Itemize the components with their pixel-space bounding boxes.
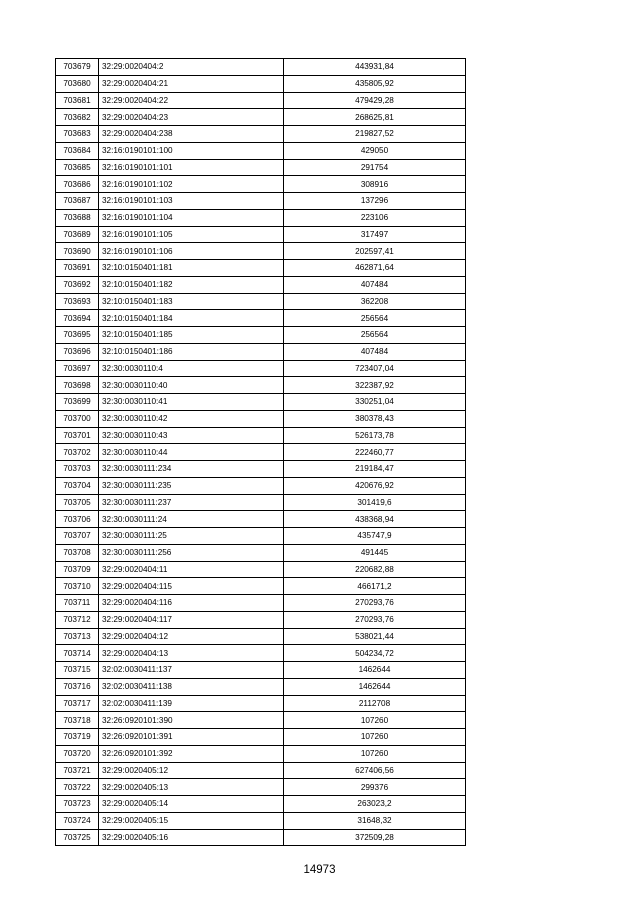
value-cell: 466171,2 bbox=[284, 578, 466, 595]
row-id-cell: 703693 bbox=[56, 293, 99, 310]
value-cell: 270293,76 bbox=[284, 595, 466, 612]
cadastral-number-cell: 32:02:0030411:138 bbox=[99, 678, 284, 695]
cadastral-number-cell: 32:30:0030110:41 bbox=[99, 394, 284, 411]
cadastral-number-cell: 32:16:0190101:105 bbox=[99, 226, 284, 243]
value-cell: 263023,2 bbox=[284, 796, 466, 813]
value-cell: 219827,52 bbox=[284, 126, 466, 143]
cadastral-number-cell: 32:29:0020404:13 bbox=[99, 645, 284, 662]
cadastral-number-cell: 32:29:0020404:11 bbox=[99, 561, 284, 578]
table-row bbox=[56, 276, 466, 293]
value-cell: 308916 bbox=[284, 176, 466, 193]
cadastral-number-cell: 32:30:0030110:4 bbox=[99, 360, 284, 377]
table-row bbox=[56, 662, 466, 679]
table-row bbox=[56, 260, 466, 277]
value-cell: 627406,56 bbox=[284, 762, 466, 779]
row-id-cell: 703715 bbox=[56, 662, 99, 679]
table-row bbox=[56, 712, 466, 729]
table-row bbox=[56, 159, 466, 176]
cadastral-number-cell: 32:16:0190101:104 bbox=[99, 209, 284, 226]
row-id-cell: 703706 bbox=[56, 511, 99, 528]
row-id-cell: 703694 bbox=[56, 310, 99, 327]
cadastral-number-cell: 32:30:0030110:44 bbox=[99, 444, 284, 461]
value-cell: 202597,41 bbox=[284, 243, 466, 260]
row-id-cell: 703716 bbox=[56, 678, 99, 695]
cadastral-number-cell: 32:29:0020404:12 bbox=[99, 628, 284, 645]
row-id-cell: 703711 bbox=[56, 595, 99, 612]
value-cell: 1462644 bbox=[284, 678, 466, 695]
table-row bbox=[56, 427, 466, 444]
table-row bbox=[56, 578, 466, 595]
value-cell: 317497 bbox=[284, 226, 466, 243]
row-id-cell: 703686 bbox=[56, 176, 99, 193]
table-row bbox=[56, 645, 466, 662]
cadastral-number-cell: 32:30:0030111:25 bbox=[99, 528, 284, 545]
row-id-cell: 703689 bbox=[56, 226, 99, 243]
table-row bbox=[56, 561, 466, 578]
row-id-cell: 703696 bbox=[56, 343, 99, 360]
cadastral-number-cell: 32:29:0020405:14 bbox=[99, 796, 284, 813]
row-id-cell: 703720 bbox=[56, 745, 99, 762]
cadastral-number-cell: 32:29:0020404:238 bbox=[99, 126, 284, 143]
row-id-cell: 703683 bbox=[56, 126, 99, 143]
row-id-cell: 703718 bbox=[56, 712, 99, 729]
cadastral-number-cell: 32:30:0030110:43 bbox=[99, 427, 284, 444]
cadastral-number-cell: 32:30:0030110:40 bbox=[99, 377, 284, 394]
table-row bbox=[56, 829, 466, 846]
value-cell: 479429,28 bbox=[284, 92, 466, 109]
table-row bbox=[56, 343, 466, 360]
table-row bbox=[56, 243, 466, 260]
table-row bbox=[56, 92, 466, 109]
value-cell: 223106 bbox=[284, 209, 466, 226]
row-id-cell: 703691 bbox=[56, 260, 99, 277]
row-id-cell: 703712 bbox=[56, 611, 99, 628]
table-row bbox=[56, 209, 466, 226]
value-cell: 301419,6 bbox=[284, 494, 466, 511]
table-row bbox=[56, 293, 466, 310]
table-row bbox=[56, 628, 466, 645]
value-cell: 407484 bbox=[284, 276, 466, 293]
table-row bbox=[56, 410, 466, 427]
row-id-cell: 703688 bbox=[56, 209, 99, 226]
cadastral-number-cell: 32:30:0030110:42 bbox=[99, 410, 284, 427]
value-cell: 420676,92 bbox=[284, 477, 466, 494]
table-row bbox=[56, 745, 466, 762]
cadastral-number-cell: 32:29:0020405:16 bbox=[99, 829, 284, 846]
row-id-cell: 703719 bbox=[56, 729, 99, 746]
row-id-cell: 703704 bbox=[56, 477, 99, 494]
value-cell: 435747,9 bbox=[284, 528, 466, 545]
table-row bbox=[56, 477, 466, 494]
row-id-cell: 703679 bbox=[56, 59, 99, 76]
value-cell: 435805,92 bbox=[284, 75, 466, 92]
table-row bbox=[56, 59, 466, 76]
value-cell: 299376 bbox=[284, 779, 466, 796]
value-cell: 538021,44 bbox=[284, 628, 466, 645]
value-cell: 107260 bbox=[284, 745, 466, 762]
cadastral-number-cell: 32:16:0190101:100 bbox=[99, 142, 284, 159]
cadastral-number-cell: 32:26:0920101:391 bbox=[99, 729, 284, 746]
value-cell: 380378,43 bbox=[284, 410, 466, 427]
value-cell: 107260 bbox=[284, 712, 466, 729]
table-row bbox=[56, 779, 466, 796]
row-id-cell: 703700 bbox=[56, 410, 99, 427]
table-row bbox=[56, 461, 466, 478]
cadastral-number-cell: 32:29:0020404:22 bbox=[99, 92, 284, 109]
value-cell: 31648,32 bbox=[284, 812, 466, 829]
table-row bbox=[56, 528, 466, 545]
value-cell: 137296 bbox=[284, 193, 466, 210]
cadastral-number-cell: 32:30:0030111:237 bbox=[99, 494, 284, 511]
row-id-cell: 703685 bbox=[56, 159, 99, 176]
cadastral-number-cell: 32:29:0020404:2 bbox=[99, 59, 284, 76]
value-cell: 407484 bbox=[284, 343, 466, 360]
row-id-cell: 703723 bbox=[56, 796, 99, 813]
cadastral-number-cell: 32:16:0190101:106 bbox=[99, 243, 284, 260]
row-id-cell: 703703 bbox=[56, 461, 99, 478]
row-id-cell: 703717 bbox=[56, 695, 99, 712]
table-row bbox=[56, 494, 466, 511]
cadastral-value-table bbox=[55, 58, 466, 846]
table-row bbox=[56, 126, 466, 143]
cadastral-number-cell: 32:30:0030111:256 bbox=[99, 544, 284, 561]
cadastral-number-cell: 32:26:0920101:390 bbox=[99, 712, 284, 729]
row-id-cell: 703725 bbox=[56, 829, 99, 846]
value-cell: 270293,76 bbox=[284, 611, 466, 628]
table-row bbox=[56, 377, 466, 394]
value-cell: 723407,04 bbox=[284, 360, 466, 377]
table-row bbox=[56, 544, 466, 561]
row-id-cell: 703714 bbox=[56, 645, 99, 662]
value-cell: 107260 bbox=[284, 729, 466, 746]
cadastral-number-cell: 32:29:0020404:21 bbox=[99, 75, 284, 92]
table-body bbox=[56, 59, 466, 846]
value-cell: 429050 bbox=[284, 142, 466, 159]
table-row bbox=[56, 729, 466, 746]
row-id-cell: 703710 bbox=[56, 578, 99, 595]
cadastral-number-cell: 32:10:0150401:182 bbox=[99, 276, 284, 293]
cadastral-number-cell: 32:29:0020405:12 bbox=[99, 762, 284, 779]
cadastral-number-cell: 32:30:0030111:235 bbox=[99, 477, 284, 494]
row-id-cell: 703681 bbox=[56, 92, 99, 109]
table-row bbox=[56, 360, 466, 377]
cadastral-number-cell: 32:29:0020404:115 bbox=[99, 578, 284, 595]
value-cell: 443931,84 bbox=[284, 59, 466, 76]
cadastral-number-cell: 32:30:0030111:234 bbox=[99, 461, 284, 478]
table-row bbox=[56, 444, 466, 461]
table-row bbox=[56, 678, 466, 695]
value-cell: 219184,47 bbox=[284, 461, 466, 478]
table-row bbox=[56, 511, 466, 528]
table-row bbox=[56, 394, 466, 411]
row-id-cell: 703707 bbox=[56, 528, 99, 545]
value-cell: 330251,04 bbox=[284, 394, 466, 411]
table-row bbox=[56, 75, 466, 92]
value-cell: 438368,94 bbox=[284, 511, 466, 528]
cadastral-number-cell: 32:26:0920101:392 bbox=[99, 745, 284, 762]
row-id-cell: 703699 bbox=[56, 394, 99, 411]
row-id-cell: 703697 bbox=[56, 360, 99, 377]
row-id-cell: 703721 bbox=[56, 762, 99, 779]
row-id-cell: 703709 bbox=[56, 561, 99, 578]
table-row bbox=[56, 812, 466, 829]
table-row bbox=[56, 142, 466, 159]
cadastral-number-cell: 32:02:0030411:137 bbox=[99, 662, 284, 679]
table-row bbox=[56, 176, 466, 193]
value-cell: 322387,92 bbox=[284, 377, 466, 394]
value-cell: 256564 bbox=[284, 327, 466, 344]
row-id-cell: 703701 bbox=[56, 427, 99, 444]
table-row bbox=[56, 796, 466, 813]
cadastral-number-cell: 32:10:0150401:186 bbox=[99, 343, 284, 360]
value-cell: 504234,72 bbox=[284, 645, 466, 662]
row-id-cell: 703680 bbox=[56, 75, 99, 92]
row-id-cell: 703722 bbox=[56, 779, 99, 796]
table-row bbox=[56, 595, 466, 612]
row-id-cell: 703684 bbox=[56, 142, 99, 159]
value-cell: 1462644 bbox=[284, 662, 466, 679]
table-row bbox=[56, 310, 466, 327]
table-row bbox=[56, 193, 466, 210]
value-cell: 372509,28 bbox=[284, 829, 466, 846]
row-id-cell: 703682 bbox=[56, 109, 99, 126]
cadastral-number-cell: 32:02:0030411:139 bbox=[99, 695, 284, 712]
row-id-cell: 703692 bbox=[56, 276, 99, 293]
cadastral-number-cell: 32:30:0030111:24 bbox=[99, 511, 284, 528]
table-row bbox=[56, 226, 466, 243]
row-id-cell: 703708 bbox=[56, 544, 99, 561]
value-cell: 491445 bbox=[284, 544, 466, 561]
table-row bbox=[56, 109, 466, 126]
cadastral-number-cell: 32:10:0150401:183 bbox=[99, 293, 284, 310]
row-id-cell: 703695 bbox=[56, 327, 99, 344]
cadastral-number-cell: 32:16:0190101:103 bbox=[99, 193, 284, 210]
cadastral-number-cell: 32:29:0020405:13 bbox=[99, 779, 284, 796]
cadastral-number-cell: 32:10:0150401:184 bbox=[99, 310, 284, 327]
value-cell: 462871,64 bbox=[284, 260, 466, 277]
cadastral-number-cell: 32:10:0150401:185 bbox=[99, 327, 284, 344]
value-cell: 222460,77 bbox=[284, 444, 466, 461]
cadastral-number-cell: 32:29:0020404:117 bbox=[99, 611, 284, 628]
cadastral-number-cell: 32:16:0190101:102 bbox=[99, 176, 284, 193]
value-cell: 220682,88 bbox=[284, 561, 466, 578]
cadastral-number-cell: 32:29:0020404:116 bbox=[99, 595, 284, 612]
page-number: 14973 bbox=[303, 864, 336, 876]
row-id-cell: 703702 bbox=[56, 444, 99, 461]
row-id-cell: 703713 bbox=[56, 628, 99, 645]
row-id-cell: 703698 bbox=[56, 377, 99, 394]
row-id-cell: 703687 bbox=[56, 193, 99, 210]
cadastral-number-cell: 32:10:0150401:181 bbox=[99, 260, 284, 277]
value-cell: 2112708 bbox=[284, 695, 466, 712]
cadastral-number-cell: 32:29:0020405:15 bbox=[99, 812, 284, 829]
table-row bbox=[56, 327, 466, 344]
value-cell: 256564 bbox=[284, 310, 466, 327]
table-row bbox=[56, 695, 466, 712]
row-id-cell: 703705 bbox=[56, 494, 99, 511]
table-row bbox=[56, 611, 466, 628]
value-cell: 362208 bbox=[284, 293, 466, 310]
cadastral-number-cell: 32:29:0020404:23 bbox=[99, 109, 284, 126]
value-cell: 268625,81 bbox=[284, 109, 466, 126]
row-id-cell: 703724 bbox=[56, 812, 99, 829]
value-cell: 291754 bbox=[284, 159, 466, 176]
value-cell: 526173,78 bbox=[284, 427, 466, 444]
table-row bbox=[56, 762, 466, 779]
row-id-cell: 703690 bbox=[56, 243, 99, 260]
cadastral-number-cell: 32:16:0190101:101 bbox=[99, 159, 284, 176]
